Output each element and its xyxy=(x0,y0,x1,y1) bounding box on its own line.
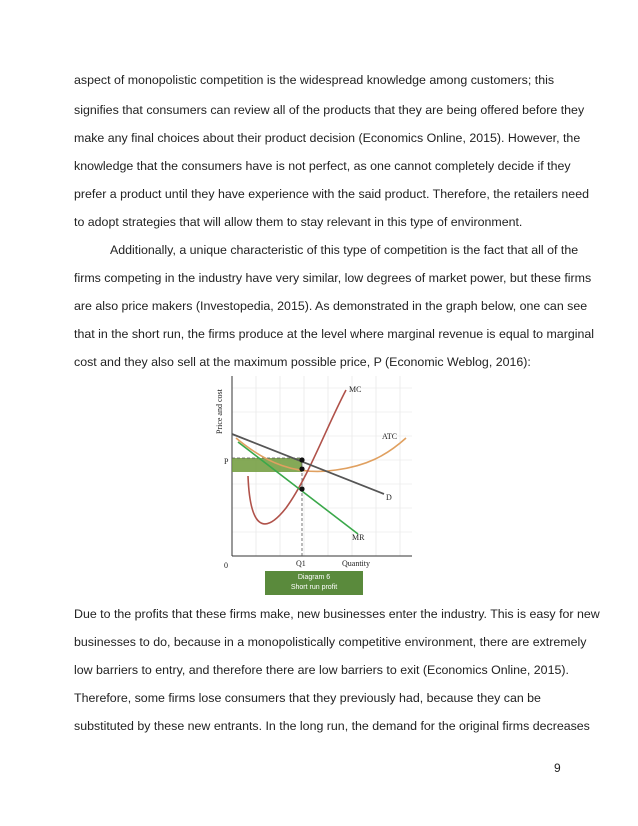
text-line: that in the short run, the firms produce at the level where marginal revenue is equal to marginal xyxy=(74,327,594,341)
text-line: signifies that consumers can review all of the products that they are being offered before they xyxy=(74,103,585,117)
text-line: cost and they also sell at the maximum possible price, P (Economic Weblog, 2016): xyxy=(74,355,531,369)
diagram-svg xyxy=(216,368,416,600)
caption-title: Diagram 6 xyxy=(297,574,331,581)
origin-label: 0 xyxy=(224,561,228,570)
text-line: firms competing in the industry have very similar, low degrees of market power, but these firms xyxy=(74,271,592,285)
mc-label: MC xyxy=(349,385,362,394)
text-line: Additionally, a unique characteristic of this type of competition is the fact that all of the xyxy=(110,243,579,257)
mr-label: MR xyxy=(352,533,365,542)
text-line: aspect of monopolistic competition is the widespread knowledge among customers; this xyxy=(74,73,555,87)
atc-label: ATC xyxy=(382,432,398,441)
caption-subtitle: Short run profit xyxy=(290,584,338,591)
mc-mr-intersection-point xyxy=(299,486,304,491)
x-axis-label: Quantity xyxy=(342,559,370,568)
text-line: businesses to do, because in a monopolistically competitive environment, there are extremely xyxy=(74,635,587,649)
text-line: Due to the profits that these firms make, new businesses enter the industry. This is easy for new xyxy=(74,607,600,621)
y-axis-label: Price and cost xyxy=(215,389,224,434)
text-line: prefer a product until they have experience with the said product. Therefore, the retailers need xyxy=(74,187,589,201)
atc-point xyxy=(299,466,304,471)
text-line: to adopt strategies that will allow them to stay relevant in this type of environment. xyxy=(74,215,523,229)
text-line: substituted by these new entrants. In the long run, the demand for the original firms decreases xyxy=(74,719,590,733)
text-line: knowledge that the consumers have is not perfect, as one cannot completely decide if they xyxy=(74,159,571,173)
text-line: make any final choices about their product decision (Economics Online, 2015). However, the xyxy=(74,131,581,145)
text-line: are also price makers (Investopedia, 2015). As demonstrated in the graph below, one can see xyxy=(74,299,588,313)
price-point xyxy=(299,457,304,462)
page-number: 9 xyxy=(554,761,561,775)
diagram-caption xyxy=(265,571,363,595)
text-line: low barriers to entry, and therefore there are low barriers to exit (Economics Online, 2015). xyxy=(74,663,569,677)
d-label: D xyxy=(386,493,392,502)
text-line: Therefore, some firms lose consumers that they previously had, because they can be xyxy=(74,691,541,705)
quantity-q1-label: Q1 xyxy=(296,559,306,568)
price-label: P xyxy=(224,457,229,466)
short-run-profit-diagram xyxy=(216,368,416,600)
